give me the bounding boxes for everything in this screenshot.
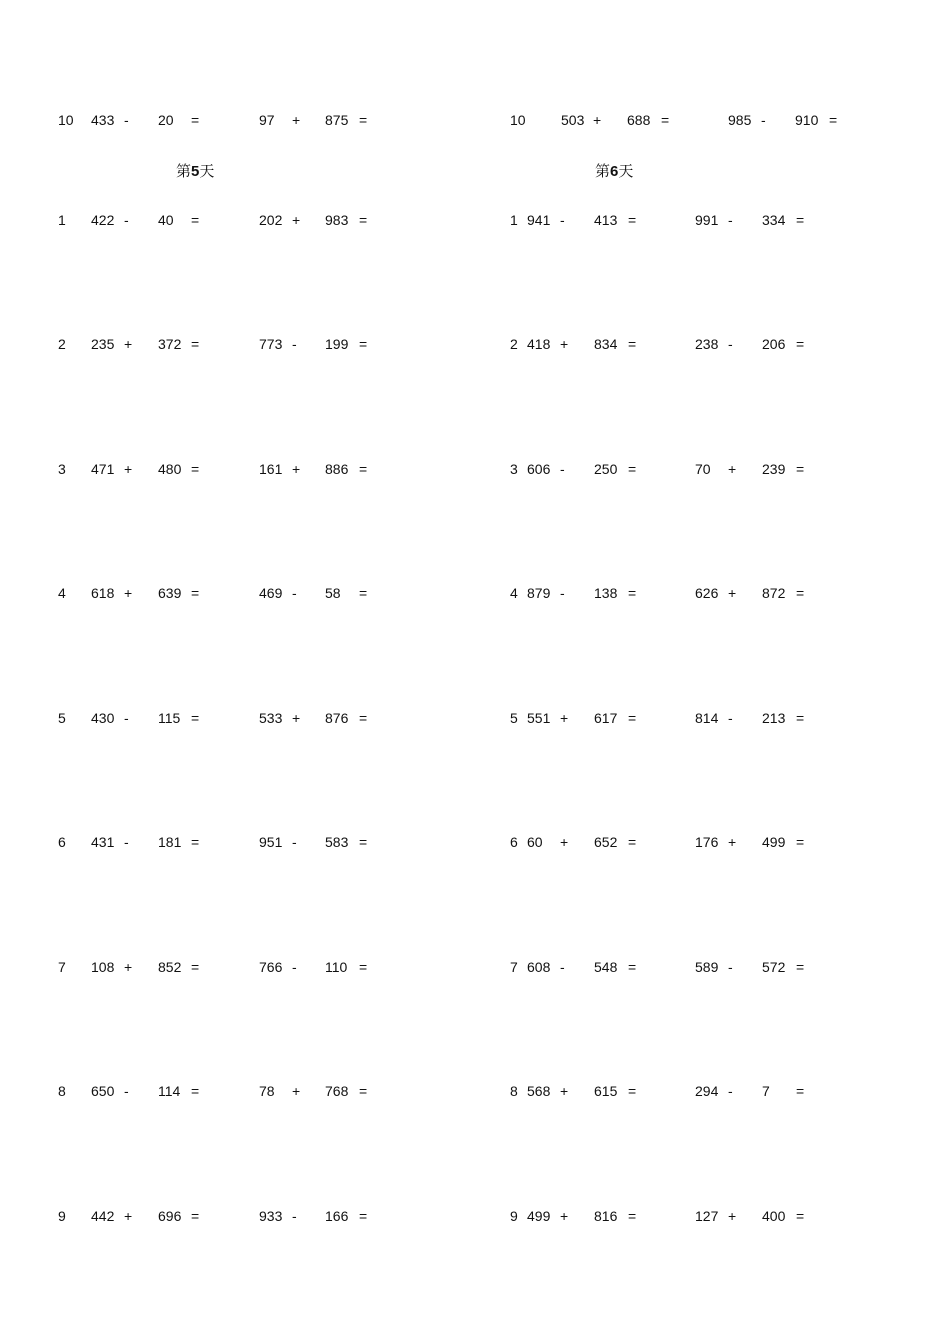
operand: 814: [695, 710, 719, 726]
equals-sign: =: [359, 959, 368, 975]
equals-sign: =: [191, 585, 200, 601]
operand: 206: [762, 336, 786, 352]
operand: 372: [158, 336, 182, 352]
operand: 431: [91, 834, 115, 850]
equals-sign: =: [359, 461, 368, 477]
problem-number: 4: [510, 585, 518, 601]
problem-number: 8: [58, 1083, 66, 1099]
equals-sign: =: [796, 585, 805, 601]
problem-number: 4: [58, 585, 66, 601]
operand: 114: [158, 1083, 181, 1099]
operand: 334: [762, 212, 786, 228]
operand: 626: [695, 585, 719, 601]
operand: 239: [762, 461, 786, 477]
day-5-title: 第5天: [176, 162, 215, 180]
operand: 568: [527, 1083, 551, 1099]
operand: 250: [594, 461, 618, 477]
operand: 202: [259, 212, 283, 228]
operator: +: [728, 834, 737, 850]
problem-number: 6: [510, 834, 518, 850]
equals-sign: =: [796, 959, 805, 975]
operand: 176: [695, 834, 719, 850]
operand: 852: [158, 959, 182, 975]
equals-sign: =: [628, 959, 637, 975]
equals-sign: =: [796, 336, 805, 352]
equals-sign: =: [628, 1083, 637, 1099]
problem-number: 6: [58, 834, 66, 850]
equals-sign: =: [191, 710, 200, 726]
operand: 127: [695, 1208, 719, 1224]
operand: 652: [594, 834, 618, 850]
operand: 766: [259, 959, 283, 975]
operand: 60: [527, 834, 543, 850]
equals-sign: =: [359, 585, 368, 601]
operator: +: [728, 461, 737, 477]
operand: 422: [91, 212, 115, 228]
operator: +: [124, 959, 133, 975]
operator: -: [292, 1208, 297, 1224]
operand: 618: [91, 585, 115, 601]
operator: -: [124, 212, 129, 228]
problem-number: 10: [58, 112, 74, 128]
operand: 879: [527, 585, 551, 601]
problem-number: 2: [510, 336, 518, 352]
equals-sign: =: [359, 834, 368, 850]
operand: 471: [91, 461, 115, 477]
operand: 572: [762, 959, 786, 975]
problem-number: 7: [510, 959, 518, 975]
operand: 696: [158, 1208, 182, 1224]
problem-number: 1: [58, 212, 66, 228]
equals-sign: =: [191, 336, 200, 352]
operand: 983: [325, 212, 349, 228]
operator: +: [292, 461, 301, 477]
equals-sign: =: [796, 1083, 805, 1099]
operand: 181: [158, 834, 182, 850]
operator: -: [728, 710, 733, 726]
operator: -: [124, 834, 129, 850]
operator: -: [560, 959, 565, 975]
operand: 886: [325, 461, 349, 477]
operator: +: [292, 112, 301, 128]
operator: +: [728, 1208, 737, 1224]
equals-sign: =: [191, 959, 200, 975]
operand: 166: [325, 1208, 349, 1224]
equals-sign: =: [628, 461, 637, 477]
operand: 108: [91, 959, 115, 975]
operand: 615: [594, 1083, 618, 1099]
equals-sign: =: [359, 1083, 368, 1099]
problem-number: 9: [58, 1208, 66, 1224]
operator: +: [560, 710, 569, 726]
operand: 433: [91, 112, 115, 128]
operand: 875: [325, 112, 349, 128]
problem-number: 5: [58, 710, 66, 726]
operand: 551: [527, 710, 551, 726]
equals-sign: =: [191, 212, 200, 228]
problem-number: 8: [510, 1083, 518, 1099]
operand: 617: [594, 710, 618, 726]
operator: -: [728, 212, 733, 228]
operator: +: [124, 461, 133, 477]
equals-sign: =: [359, 212, 368, 228]
operator: +: [560, 336, 569, 352]
operand: 20: [158, 112, 174, 128]
operator: +: [593, 112, 602, 128]
operand: 768: [325, 1083, 349, 1099]
operator: +: [124, 1208, 133, 1224]
equals-sign: =: [796, 1208, 805, 1224]
operator: -: [560, 461, 565, 477]
problem-number: 10: [510, 112, 526, 128]
operator: +: [124, 336, 133, 352]
problem-number: 3: [58, 461, 66, 477]
operand: 418: [527, 336, 551, 352]
equals-sign: =: [359, 112, 368, 128]
operand: 533: [259, 710, 283, 726]
operator: -: [728, 959, 733, 975]
equals-sign: =: [359, 1208, 368, 1224]
operator: -: [728, 1083, 733, 1099]
operator: -: [124, 112, 129, 128]
operand: 442: [91, 1208, 115, 1224]
operand: 876: [325, 710, 349, 726]
operand: 688: [627, 112, 651, 128]
operand: 480: [158, 461, 182, 477]
operand: 294: [695, 1083, 719, 1099]
operand: 430: [91, 710, 115, 726]
operator: +: [560, 834, 569, 850]
operand: 589: [695, 959, 719, 975]
operand: 413: [594, 212, 618, 228]
equals-sign: =: [191, 1208, 200, 1224]
equals-sign: =: [796, 710, 805, 726]
operator: +: [292, 212, 301, 228]
operand: 650: [91, 1083, 115, 1099]
operator: -: [292, 585, 297, 601]
operand: 773: [259, 336, 283, 352]
operand: 199: [325, 336, 349, 352]
equals-sign: =: [796, 834, 805, 850]
operand: 110: [325, 959, 348, 975]
operator: -: [124, 1083, 129, 1099]
operator: -: [124, 710, 129, 726]
problem-number: 7: [58, 959, 66, 975]
equals-sign: =: [359, 710, 368, 726]
operand: 161: [259, 461, 283, 477]
operand: 469: [259, 585, 283, 601]
operand: 951: [259, 834, 283, 850]
operand: 40: [158, 212, 174, 228]
equals-sign: =: [628, 212, 637, 228]
operand: 70: [695, 461, 711, 477]
operand: 115: [158, 710, 181, 726]
operand: 97: [259, 112, 275, 128]
equals-sign: =: [628, 336, 637, 352]
operand: 235: [91, 336, 115, 352]
operator: -: [761, 112, 766, 128]
operand: 816: [594, 1208, 618, 1224]
equals-sign: =: [191, 834, 200, 850]
operand: 639: [158, 585, 182, 601]
operator: -: [292, 336, 297, 352]
operator: -: [292, 834, 297, 850]
operand: 58: [325, 585, 341, 601]
problem-number: 2: [58, 336, 66, 352]
operand: 985: [728, 112, 752, 128]
operand: 991: [695, 212, 719, 228]
operator: +: [124, 585, 133, 601]
operator: -: [560, 212, 565, 228]
equals-sign: =: [796, 212, 805, 228]
equals-sign: =: [359, 336, 368, 352]
operand: 608: [527, 959, 551, 975]
operand: 933: [259, 1208, 283, 1224]
equals-sign: =: [829, 112, 838, 128]
operand: 834: [594, 336, 618, 352]
operator: -: [292, 959, 297, 975]
problem-number: 1: [510, 212, 518, 228]
operand: 499: [527, 1208, 551, 1224]
operand: 910: [795, 112, 819, 128]
problem-number: 5: [510, 710, 518, 726]
operand: 213: [762, 710, 786, 726]
operator: -: [560, 585, 565, 601]
problem-number: 9: [510, 1208, 518, 1224]
operand: 548: [594, 959, 618, 975]
operand: 78: [259, 1083, 275, 1099]
operand: 606: [527, 461, 551, 477]
operand: 138: [594, 585, 618, 601]
day-6-title: 第6天: [595, 162, 634, 180]
operand: 400: [762, 1208, 786, 1224]
operand: 238: [695, 336, 719, 352]
equals-sign: =: [661, 112, 670, 128]
equals-sign: =: [191, 1083, 200, 1099]
equals-sign: =: [628, 834, 637, 850]
problem-number: 3: [510, 461, 518, 477]
equals-sign: =: [191, 461, 200, 477]
operator: +: [292, 1083, 301, 1099]
operator: -: [728, 336, 733, 352]
operator: +: [560, 1083, 569, 1099]
operand: 7: [762, 1083, 770, 1099]
equals-sign: =: [796, 461, 805, 477]
operator: +: [560, 1208, 569, 1224]
operand: 872: [762, 585, 786, 601]
operand: 499: [762, 834, 786, 850]
equals-sign: =: [628, 1208, 637, 1224]
equals-sign: =: [628, 585, 637, 601]
operand: 503: [561, 112, 585, 128]
equals-sign: =: [191, 112, 200, 128]
operator: +: [292, 710, 301, 726]
operator: +: [728, 585, 737, 601]
equals-sign: =: [628, 710, 637, 726]
operand: 941: [527, 212, 551, 228]
operand: 583: [325, 834, 349, 850]
